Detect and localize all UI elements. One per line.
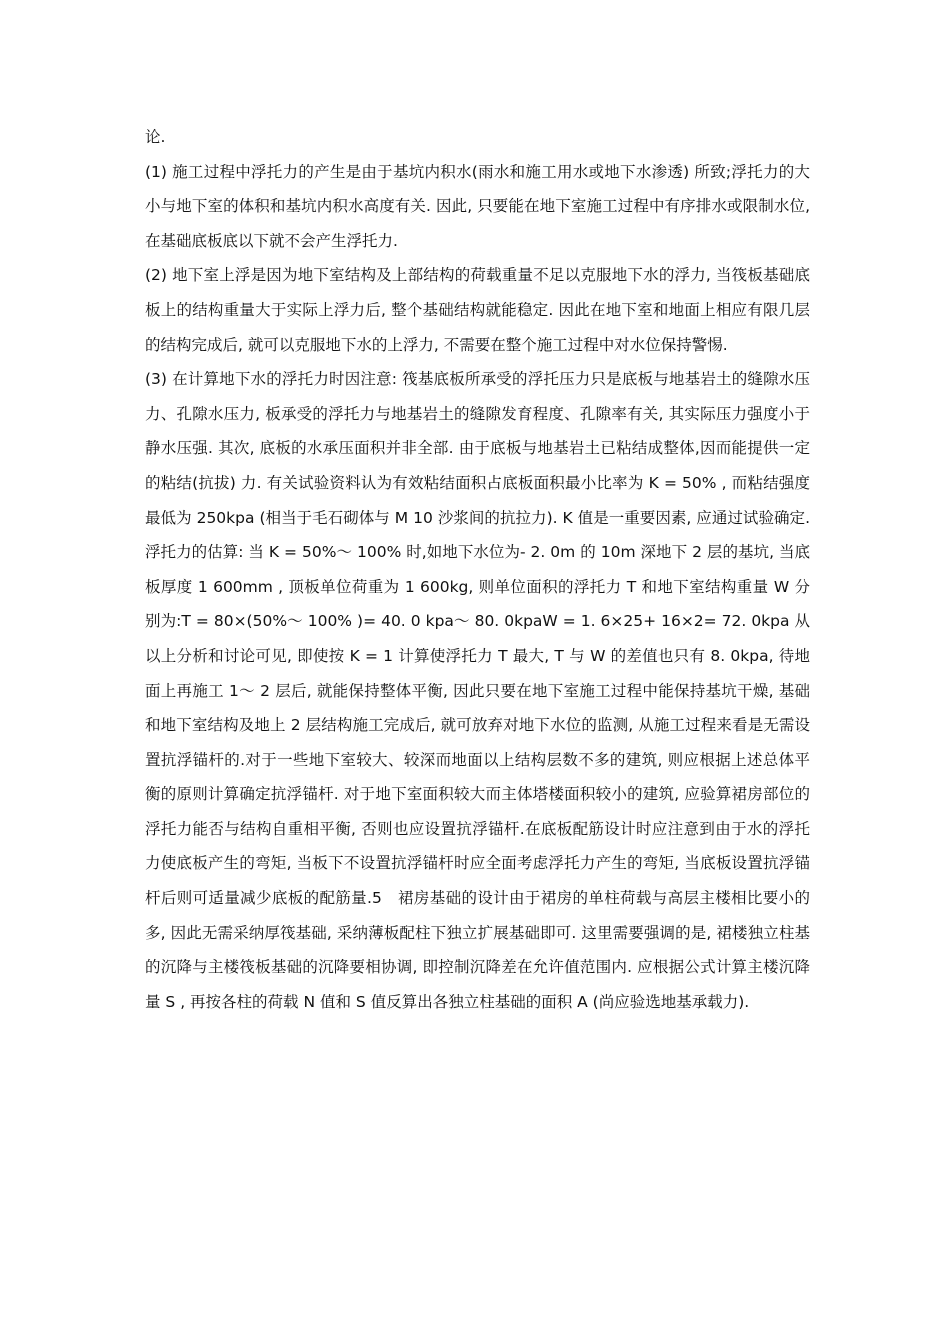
- paragraph-2: (2) 地下室上浮是因为地下室结构及上部结构的荷载重量不足以克服地下水的浮力, 当筏板基础底板上的结构重量大于实际上浮力后, 整个基础结构就能稳定. 因此在地下室和地面上相应有限几层的结构完成后, 就可以克服地下水的上浮力, 不需要在整个施工过程中对水位保持警惕.: [145, 266, 810, 354]
- body-text: [145, 120, 810, 1019]
- paragraph-continuation: 论.: [145, 128, 166, 146]
- paragraph-1: (1) 施工过程中浮托力的产生是由于基坑内积水(雨水和施工用水或地下水渗透) 所致;浮托力的大小与地下室的体积和基坑内积水高度有关. 因此, 只要能在地下室施工过程中有序排水或限制水位, 在基础底板底以下就不会产生浮托力.: [145, 162, 810, 250]
- paragraph-3: (3) 在计算地下水的浮托力时因注意: 筏基底板所承受的浮托压力只是底板与地基岩土的缝隙水压力、孔隙水压力, 板承受的浮托力与地基岩土的缝隙发育程度、孔隙率有关, 其实际压力强度小于静水压强. 其次, 底板的水承压面积并非全部. 由于底板与地基岩土已粘结成整体,因而能提供一定的粘结(抗拔) 力. 有关试验资料认为有效粘结面积占底板面积最小比率为 K = 50% , 而粘结强度最低为 250kpa (相当于毛石砌体与 M 10 沙浆间的抗拉力). K 值是一重要因素, 应通过试验确定.浮托力的估算: 当 K = 50%～ 100% 时,如地下水位为- 2. 0m 的 10m 深地下 2 层的基坑, 当底板厚度 1 600mm , 顶板单位荷重为 1 600kg, 则单位面积的浮托力 T 和地下室结构重量 W 分别为:T = 80×(50%～ 100% )= 40. 0 kpa～ 80. 0kpaW = 1. 6×25+ 16×2= 72. 0kpa 从以上分析和讨论可见, 即使按 K = 1 计算使浮托力 T 最大, T 与 W 的差值也只有 8. 0kpa, 待地面上再施工 1～ 2 层后, 就能保持整体平衡, 因此只要在地下室施工过程中能保持基坑干燥, 基础和地下室结构及地上 2 层结构施工完成后, 就可放弃对地下水位的监测, 从施工过程来看是无需设置抗浮锚杆的.对于一些地下室较大、较深而地面以上结构层数不多的建筑, 则应根据上述总体平衡的原则计算确定抗浮锚杆. 对于地下室面积较大而主体塔楼面积较小的建筑, 应验算裙房部位的浮托力能否与结构自重相平衡, 否则也应设置抗浮锚杆.在底板配筋设计时应注意到由于水的浮托力使底板产生的弯矩, 当板下不设置抗浮锚杆时应全面考虑浮托力产生的弯矩, 当底板设置抗浮锚杆后则可适量减少底板的配筋量.5 裙房基础的设计由于裙房的单柱荷载与高层主楼相比要小的多, 因此无需采纳厚筏基础, 采纳薄板配柱下独立扩展基础即可. 这里需要强调的是, 裙楼独立柱基的沉降与主楼筏板基础的沉降要相协调, 即控制沉降差在允许值范围内. 应根据公式计算主楼沉降量 S , 再按各柱的荷载 N 值和 S 值反算出各独立柱基础的面积 A (尚应验选地基承载力).: [145, 370, 810, 1011]
